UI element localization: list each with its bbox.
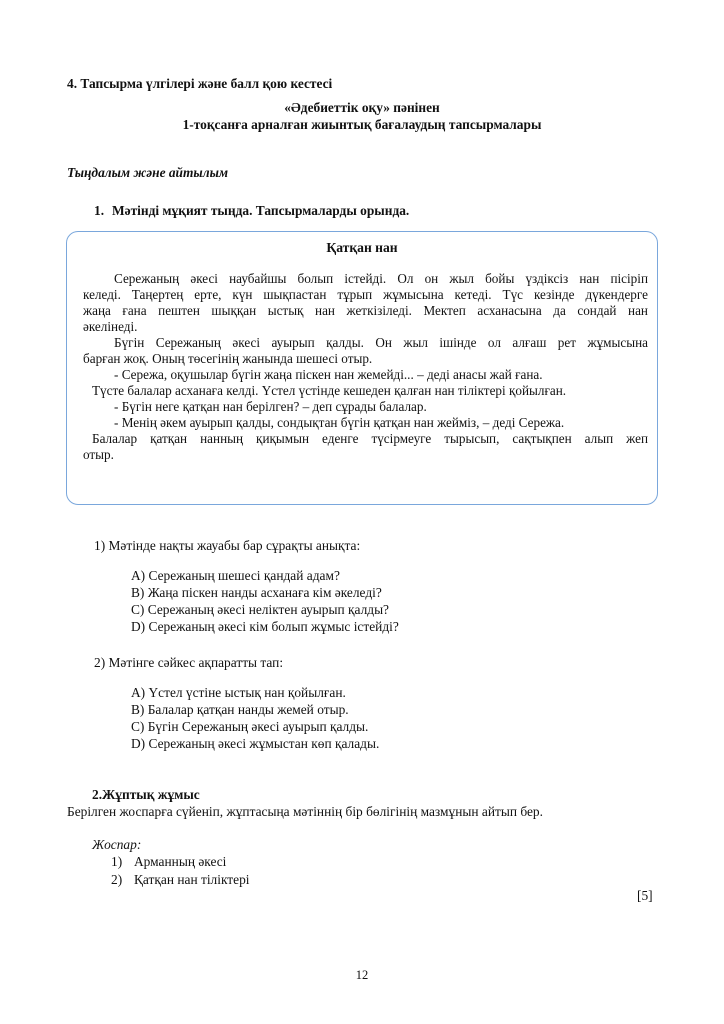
passage-line: барған жоқ. Оның төсегінің жанында шешесі отыр. xyxy=(83,351,373,366)
passage-line: Сережаның әкесі наубайшы болып істейді. Ол он жыл бойы үздіксіз нан пісіріп xyxy=(114,271,648,286)
question1-option-a: A) Сережаның шешесі қандай адам? xyxy=(131,568,340,583)
question1-option-d: D) Сережаның әкесі кім болып жұмыс істейді? xyxy=(131,619,399,634)
score-mark: [5] xyxy=(637,888,653,903)
question1-option-b: B) Жаңа піскен нанды асханаға кім әкеледі? xyxy=(131,585,382,600)
plan-item-text: Қатқан нан тіліктері xyxy=(134,872,250,887)
question2-prompt: 2) Мәтінге сәйкес ақпаратты тап: xyxy=(94,655,284,670)
plan-label: Жоспар: xyxy=(92,837,142,852)
question1-prompt: 1) Мәтінде нақты жауабы бар сұрақты анықта: xyxy=(94,538,361,553)
passage-line: - Менің әкем ауырып қалды, сондықтан бүгін қатқан нан жейміз, – деді Сережа. xyxy=(114,415,565,430)
passage-line: Түсте балалар асханаға келді. Үстел үстінде кешеден қалған нан тіліктері қойылған. xyxy=(92,383,567,398)
subject-subtitle: 1-тоқсанға арналған жиынтық бағалаудың тапсырмалары xyxy=(182,117,542,132)
passage-line: Бүгін Сережаның әкесі ауырып қалды. Он жыл ішінде ол алғаш рет жұмысына xyxy=(114,335,648,350)
passage-title: Қатқан нан xyxy=(326,240,398,255)
page-number: 12 xyxy=(355,968,369,982)
passage-line: жаңа ғана пештен шыққан ыстық нан жеткізіледі. Мектеп асханасына да сондай нан xyxy=(83,303,648,318)
task1-instruction: Мәтінді мұқият тыңда. Тапсырмаларды орында. xyxy=(112,203,410,218)
section-heading: 4. Тапсырма үлгілері және балл қою кестесі xyxy=(67,76,333,91)
question2-option-b: B) Балалар қатқан нанды жемей отыр. xyxy=(131,702,349,717)
plan-item-text: Арманның әкесі xyxy=(134,854,227,869)
task2-heading: 2.Жұптық жұмыс xyxy=(92,787,200,802)
task2-instruction: Берілген жоспарға сүйеніп, жұптасыңа мәтіннің бір бөлігінің мазмұнын айтып бер. xyxy=(67,804,543,819)
question1-option-c: C) Сережаның әкесі неліктен ауырып қалды? xyxy=(131,602,390,617)
passage-line: - Сережа, оқушылар бүгін жаңа піскен нан жемейді... – деді анасы жай ғана. xyxy=(114,367,543,382)
listening-heading: Тыңдалым және айтылым xyxy=(67,165,229,180)
plan-item-number: 1) xyxy=(111,854,123,869)
passage-line: келеді. Таңертең ерте, күн шықпастан тұрып жұмысына кетеді. Түс кезінде дүкендерге xyxy=(83,287,648,302)
question2-option-d: D) Сережаның әкесі жұмыстан көп қалады. xyxy=(131,736,380,751)
question2-option-a: A) Үстел үстіне ыстық нан қойылған. xyxy=(131,685,346,700)
passage-line: Балалар қатқан нанның қиқымын еденге түсірмеуге тырысып, сақтықпен алып жеп xyxy=(92,431,648,446)
passage-line: отыр. xyxy=(83,447,114,462)
passage-line: әкелінеді. xyxy=(83,319,138,334)
question2-option-c: C) Бүгін Сережаның әкесі ауырып қалды. xyxy=(131,719,369,734)
subject-title: «Әдебиеттік оқу» пәнінен xyxy=(284,100,440,115)
plan-item-number: 2) xyxy=(111,872,123,887)
task1-number: 1. xyxy=(94,203,105,218)
passage-line: - Бүгін неге қатқан нан берілген? – деп сұрады балалар. xyxy=(114,399,427,414)
